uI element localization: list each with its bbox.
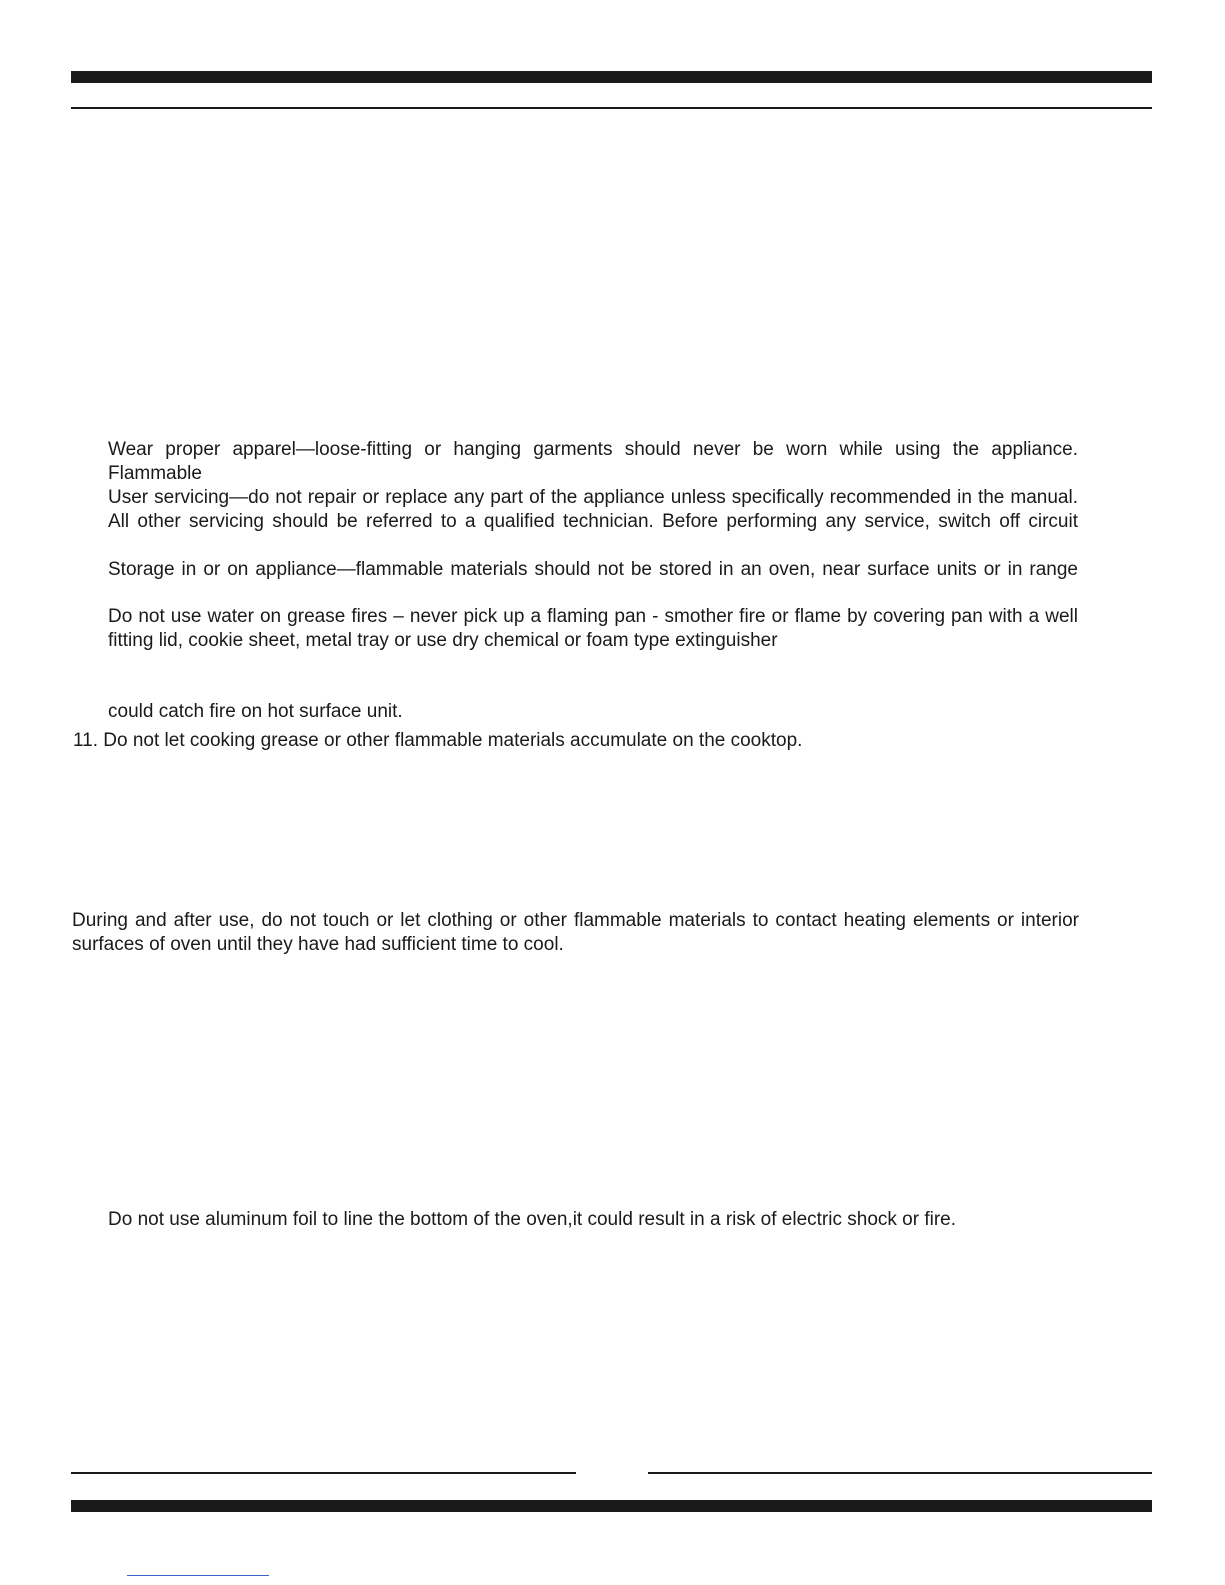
grease-fire-line-1: Do not use water on grease fires – never pick up a flaming pan - smother fire or flame by covering pan with a well <box>108 606 1078 627</box>
apparel-warning-line: Wear proper apparel—loose-fitting or hanging garments should never be worn while using the appliance. Flammable <box>108 439 1078 484</box>
footer-thick-rule <box>71 1500 1152 1512</box>
footer-thin-rule-left <box>71 1472 576 1474</box>
header-thin-rule <box>71 107 1152 109</box>
during-use-line-2: surfaces of oven until they have had sufficient time to cool. <box>72 934 564 955</box>
header-thick-rule <box>71 71 1152 83</box>
user-servicing-line-2: All other servicing should be referred to a qualified technician. Before performing any service, switch off circuit <box>108 511 1078 532</box>
during-use-line-1: During and after use, do not touch or let clothing or other flammable materials to contact heating elements or interior <box>72 910 1079 931</box>
storage-warning-line: Storage in or on appliance—flammable materials should not be stored in an oven, near surface units or in range <box>108 559 1078 580</box>
grease-fire-line-2: fitting lid, cookie sheet, metal tray or use dry chemical or foam type extinguisher <box>108 630 778 651</box>
aluminum-foil-line: Do not use aluminum foil to line the bottom of the oven,it could result in a risk of electric shock or fire. <box>108 1209 957 1230</box>
user-servicing-line-1: User servicing—do not repair or replace any part of the appliance unless specifically recommended in the manual. <box>108 487 1078 508</box>
footer-thin-rule-right <box>648 1472 1152 1474</box>
item-11-line: 11. Do not let cooking grease or other flammable materials accumulate on the cooktop. <box>73 730 803 751</box>
catch-fire-line: could catch fire on hot surface unit. <box>108 701 403 722</box>
link-underline[interactable] <box>127 1575 269 1576</box>
